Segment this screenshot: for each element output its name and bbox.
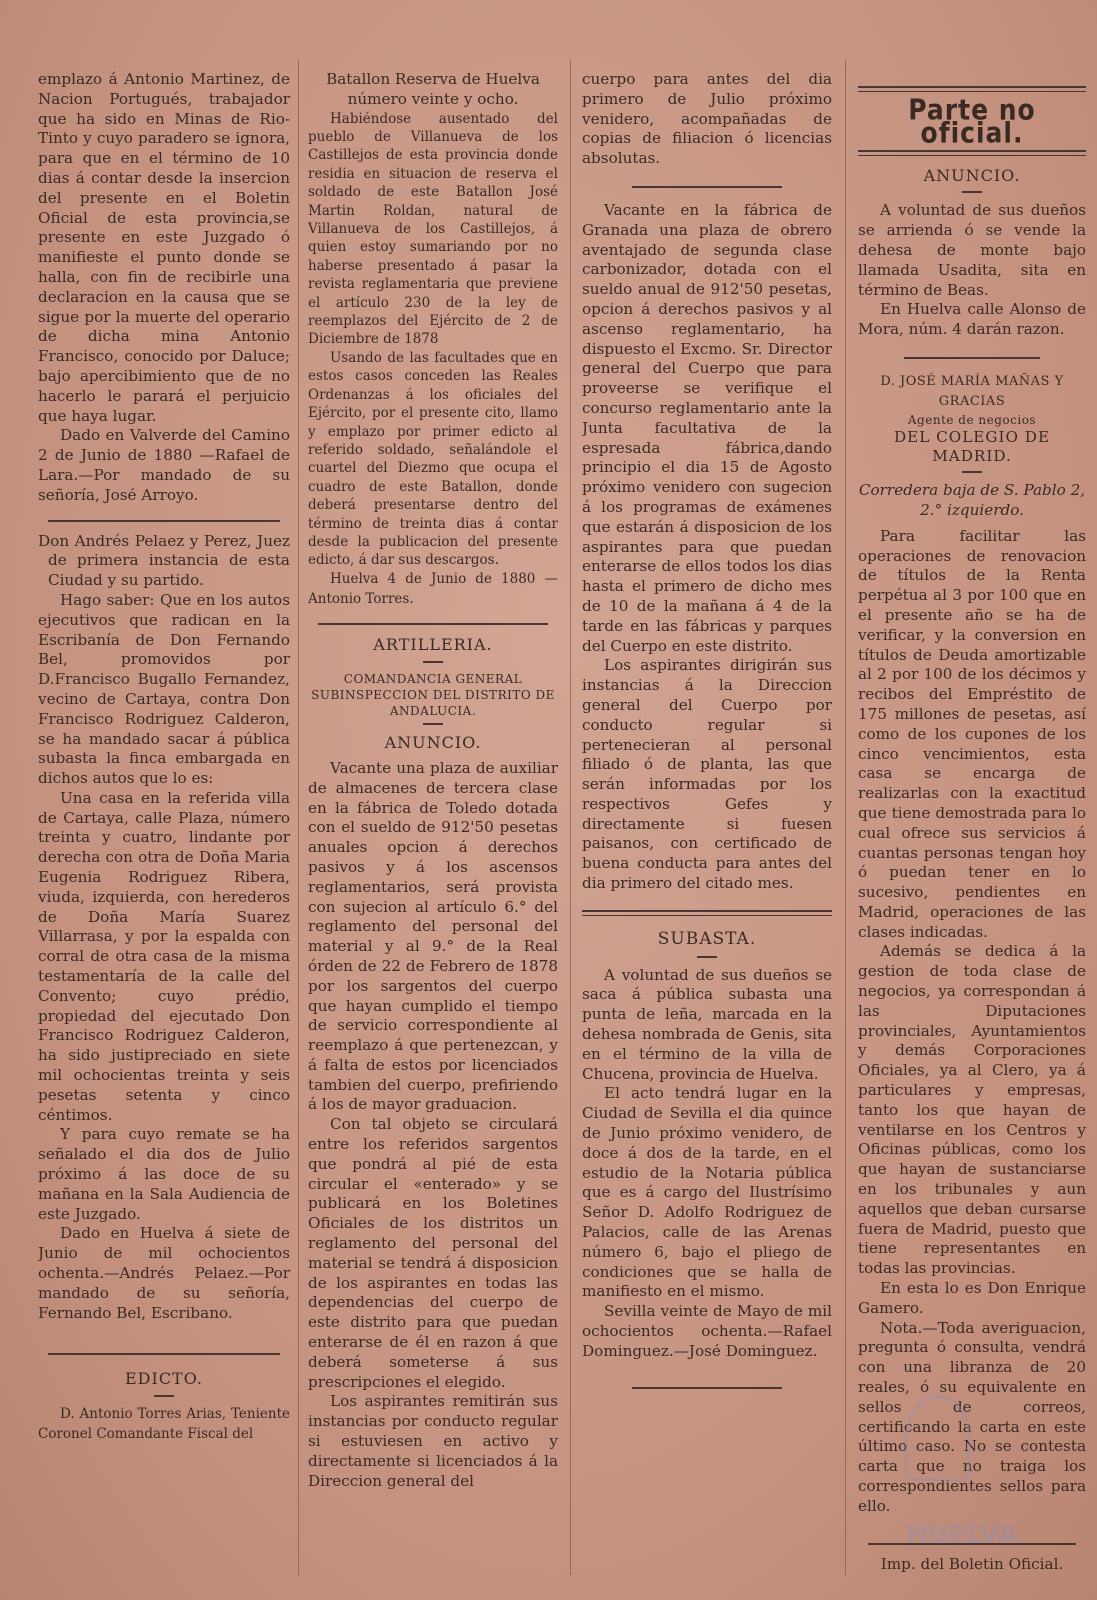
divider xyxy=(318,623,548,625)
huelva-signature: Dado en Huelva á siete de Junio de mil ochocientos ochenta.—Andrés Pelaez.—Por mandado de su señoría, Fernando Bel, Escribano. xyxy=(38,1224,290,1322)
dash xyxy=(697,956,717,958)
remate-text: Y para cuyo remate se ha señalado el dia dos de Julio próximo á las doce de su mañana en la Sala Audiencia de este Juzgado. xyxy=(38,1125,290,1223)
archive-watermark: HUELVA xyxy=(905,1520,1019,1550)
casa-description: Una casa en la referida villa de Cartaya, calle Plaza, número treinta y cuatro, lindante por derecha con otra de Doña Maria Eugenia Rodriguez Ribera, viuda, izquierda, con herederos de Doña María Suarez Villarrasa, y por la espalda con corral de otra casa de la misma testamentaría de la calle del Convento; cuyo prédio, propiedad del ejecutado Don Francisco Rodriguez Calderon, ha sido justipreciado en siete mil ochocientas treinta y seis pesetas setenta y cinco céntimos. xyxy=(38,788,290,1124)
judge-heading: Don Andrés Pelaez y Perez, Juez de primera instancia de esta Ciudad y su partido. xyxy=(38,531,290,590)
subasta-text: A voluntad de sus dueños se saca á pública subasta una punta de leña, marcada en la dehesa nombrada de Genis, sita en el término de la villa de Chucena, provincia de Huelva. xyxy=(582,965,832,1083)
agent-address: Corredera baja de S. Pablo 2, xyxy=(858,481,1086,500)
column-rule-2 xyxy=(570,60,571,1575)
column-rule-1 xyxy=(298,60,299,1575)
parte-no-oficial-title: Parte no oficial. xyxy=(908,93,1036,150)
gestion-text: Además se dedica á la gestion de toda clase de negocios, ya correspondan á las Diputaciones provinciales, Ayuntamientos y demás Corporaciones Oficiales, ya al Clero, ya á particulares y empresas, tanto los que hayan de ventilarse en los Centros y Oficinas públicas, como los que hayan de sustanciarse en los tribunales y aun aquellos que deban cursarse fuera de Madrid, puesto que tiene representantes en todas las provincias. xyxy=(858,942,1086,1278)
subasta-title: SUBASTA. xyxy=(657,928,757,949)
comandancia-heading: COMANDANCIA GENERAL SUBINSPECCION DEL DISTRITO DE ANDALUCIA. xyxy=(311,672,555,719)
facultades-text: Usando de las facultades que en estos casos conceden las Reales Ordenanzas á los oficiales del Ejército, por el presente cito, llamo y emplazo por primer edicto al referido soldado, señalándole el cuartel del Diezmo que ocupa el cuadro de este Batallon, donde deberá presentarse dentro del término de treinta dias á contar desde la publicacion del presente edicto, á dar sus descargos. xyxy=(308,349,558,569)
ausencia-text: Habiéndose ausentado del pueblo de Villanueva de los Castillejos de esta provincia donde residia en situacion de reserva el soldado de este Batallon José Martin Roldan, natural de Villanueva de los Castillejos, á quien estoy sumariando por no haberse presentado á pasar la revista reglamentaria que previene el artículo 230 de la ley de reemplazos del Ejército de 2 de Diciembre de 1878 xyxy=(308,110,558,348)
dash xyxy=(962,471,982,473)
dash xyxy=(154,1395,174,1397)
column-4 xyxy=(858,70,1086,1590)
anuncio-title: ANUNCIO. xyxy=(923,165,1021,185)
double-divider xyxy=(858,86,1086,92)
vacante-granada-text: Vacante en la fábrica de Granada una plaza de obrero aventajado de segunda clase carbonizador, dotada con el sueldo anual de 912'50 pesetas, opcion á derechos pasivos y al ascenso reglamentario, ha dispuesto el Excmo. Sr. Director general del Cuerpo que para proveerse se verifique el concurso reglamentario ante la Junta facultativa de la espresada fábrica,dando principio el dia 15 de Agosto próximo venidero con sugecion á los programas de exámenes que estarán á disposicion de los aspirantes para que puedan enterarse de ellos todos los dias hasta el primero de dicho mes de 10 de la mañana á 4 de la tarde en las fábricas y parques del Cuerpo en este distrito. xyxy=(582,200,832,655)
column-3 xyxy=(582,70,832,1590)
renta-text: Para facilitar las operaciones de renovacion de títulos de la Renta perpétua al 3 por 100 que en el presente año se ha de verificar, y la conversion en títulos de Deuda amortizable al 2 por 100 de los décimos y recibos del Empréstito de 175 millones de pesetas, así como de los cupones de los cinco vencimientos, esta casa se encarga de realizarlas con la exactitud que tiene demostrada para lo cual ofrece sus servicios á cuantas personas tengan hoy ó puedan tener en lo sucesivo, pendientes en Madrid, operaciones de las clases indicadas. xyxy=(858,526,1086,941)
gamero-text: En esta lo es Don Enrique Gamero. xyxy=(858,1279,1086,1317)
cuerpo-text: cuerpo para antes del dia primero de Julio próximo venidero, acompañadas de copias de filiacion ó licencias absolutas. xyxy=(582,70,832,168)
dash xyxy=(962,191,982,193)
sevilla-signature: Sevilla veinte de Mayo de mil ochocientos ochenta.—Rafael Dominguez.—José Dominguez. xyxy=(582,1302,832,1360)
divider xyxy=(904,354,1041,362)
double-divider xyxy=(858,150,1086,156)
artilleria-title: ARTILLERIA. xyxy=(373,635,493,655)
torres-signature: Huelva 4 de Junio de 1880 — Antonio Torres. xyxy=(308,570,558,607)
huelva-text: En Huelva calle Alonso de Mora, núm. 4 darán razon. xyxy=(858,300,1086,339)
agent-role: Agente de negocios xyxy=(907,412,1037,427)
instancias-text: Los aspirantes remitirán sus instancias por conducto regular si estuviesen en activo y directamente si licenciados á la Direccion general del xyxy=(308,1392,558,1490)
agent-college: DEL COLEGIO DE MADRID. xyxy=(893,427,1051,466)
column-1 xyxy=(38,70,290,1590)
divider xyxy=(632,183,782,191)
imprint: Imp. del Boletin Oficial. xyxy=(880,1554,1064,1573)
torres-heading: D. Antonio Torres Arias, Teniente Coronel Comandante Fiscal del xyxy=(38,1406,290,1442)
dehesa-text: A voluntad de sus dueños se arrienda ó se vende la dehesa de monte bajo llamada Usadita, sita en término de Beas. xyxy=(858,201,1086,299)
agent-address-floor: 2.° izquierdo. xyxy=(920,500,1024,519)
circular-text: Con tal objeto se circulará entre los referidos sargentos que pondrá al pié de esta circular el «enterado» y se publicará en los Boletines Oficiales de los distritos un reglamento del personal del material se tendrá á disposicion de los aspirantes en todas las dependencias del cuerpo de este distrito para que puedan enterarse de él en razon á que deberá someterse á sus prescripciones el elegido. xyxy=(308,1115,558,1391)
acto-text: El acto tendrá lugar en la Ciudad de Sevilla el dia quince de Junio próximo venidero, de doce á dos de la tarde, en el estudio de la Notaria pública que es á cargo del Ilustrísimo Señor D. Adolfo Rodriguez de Palacios, calle de las Arenas número 6, bajo el pliego de condiciones que se halla de manifiesto en el mismo. xyxy=(582,1084,832,1301)
double-divider xyxy=(582,910,832,916)
valverde-signature: Dado en Valverde del Camino 2 de Junio de 1880 —Rafael de Lara.—Por mandado de su señoría, José Arroyo. xyxy=(38,426,290,504)
divider xyxy=(632,1384,782,1392)
nota-text: Nota.—Toda averiguacion, pregunta ó consulta, vendrá con una libranza de 20 reales, ó su equivalente en sellos de correos, certificando la carta en este último caso. No se contesta carta que no traiga los correspondientes sellos para ello. xyxy=(858,1318,1086,1515)
hago-saber-text: Hago saber: Que en los autos ejecutivos que radican en la Escribanía de Don Fernando Bel, promovidos por D.Francisco Bugallo Fernandez, vecino de Cartaya, contra Don Francisco Rodriguez Calderon, se ha mandado sacar á pública subasta la finca embargada en dichos autos que lo es: xyxy=(38,590,290,788)
vacante-toledo-text: Vacante una plaza de auxiliar de almacenes de tercera clase en la fábrica de Toledo dotada con el sueldo de 912'50 pesetas anuales opcion á derechos pasivos y á los ascensos reglamentarios, será provista con sujecion al artículo 6.° del reglamento del personal del material y al 9.° de la Real órden de 22 de Febrero de 1878 por los sargentos del cuerpo que hayan cumplido el tiempo de servicio correspondiente al reemplazo á que pertenezcan, y á falta de estos por licenciados tambien del cuerpo, prefiriendo á los de mayor graduacion. xyxy=(308,758,558,1114)
archive-seal xyxy=(905,1395,971,1481)
edicto-title: EDICTO. xyxy=(124,1369,203,1389)
column-2 xyxy=(308,70,558,1590)
dash xyxy=(423,723,443,725)
divider xyxy=(48,1353,280,1355)
agent-name: D. JOSÉ MARÍA MAÑAS Y GRACIAS xyxy=(880,373,1064,409)
dash xyxy=(423,661,443,663)
emplazo-text: emplazo á Antonio Martinez, de Nacion Portugués, trabajador que ha sido en Minas de Rio-Tinto y cuyo paradero se ignora, para que en el término de 10 dias á contar desde la insercion del presente en el Boletin Oficial de esta provincia,se presente en este Juzgado ó manifieste el punto donde se halla, con fin de recibirle una declaracion en la causa que se sigue por la muerte del operario de dicha mina Antonio Francisco, conocido por Daluce; bajo apercibimiento que de no hacerlo le parará el perjuicio que haya lugar. xyxy=(38,70,290,425)
anuncio-title: ANUNCIO. xyxy=(384,733,482,753)
divider xyxy=(48,520,280,522)
column-rule-3 xyxy=(845,60,846,1575)
aspirantes-text: Los aspirantes dirigirán sus instancias á la Direccion general del Cuerpo por conducto regular si pertenecieran al personal filiado ó de planta, las que serán informadas por los respectivos Gefes y directamente si fuesen paisanos, con certificado de buena conducta para antes del dia primero del citado mes. xyxy=(582,656,832,893)
batallon-heading: Batallon Reserva de Huelva número veinte y ocho. xyxy=(326,70,540,108)
